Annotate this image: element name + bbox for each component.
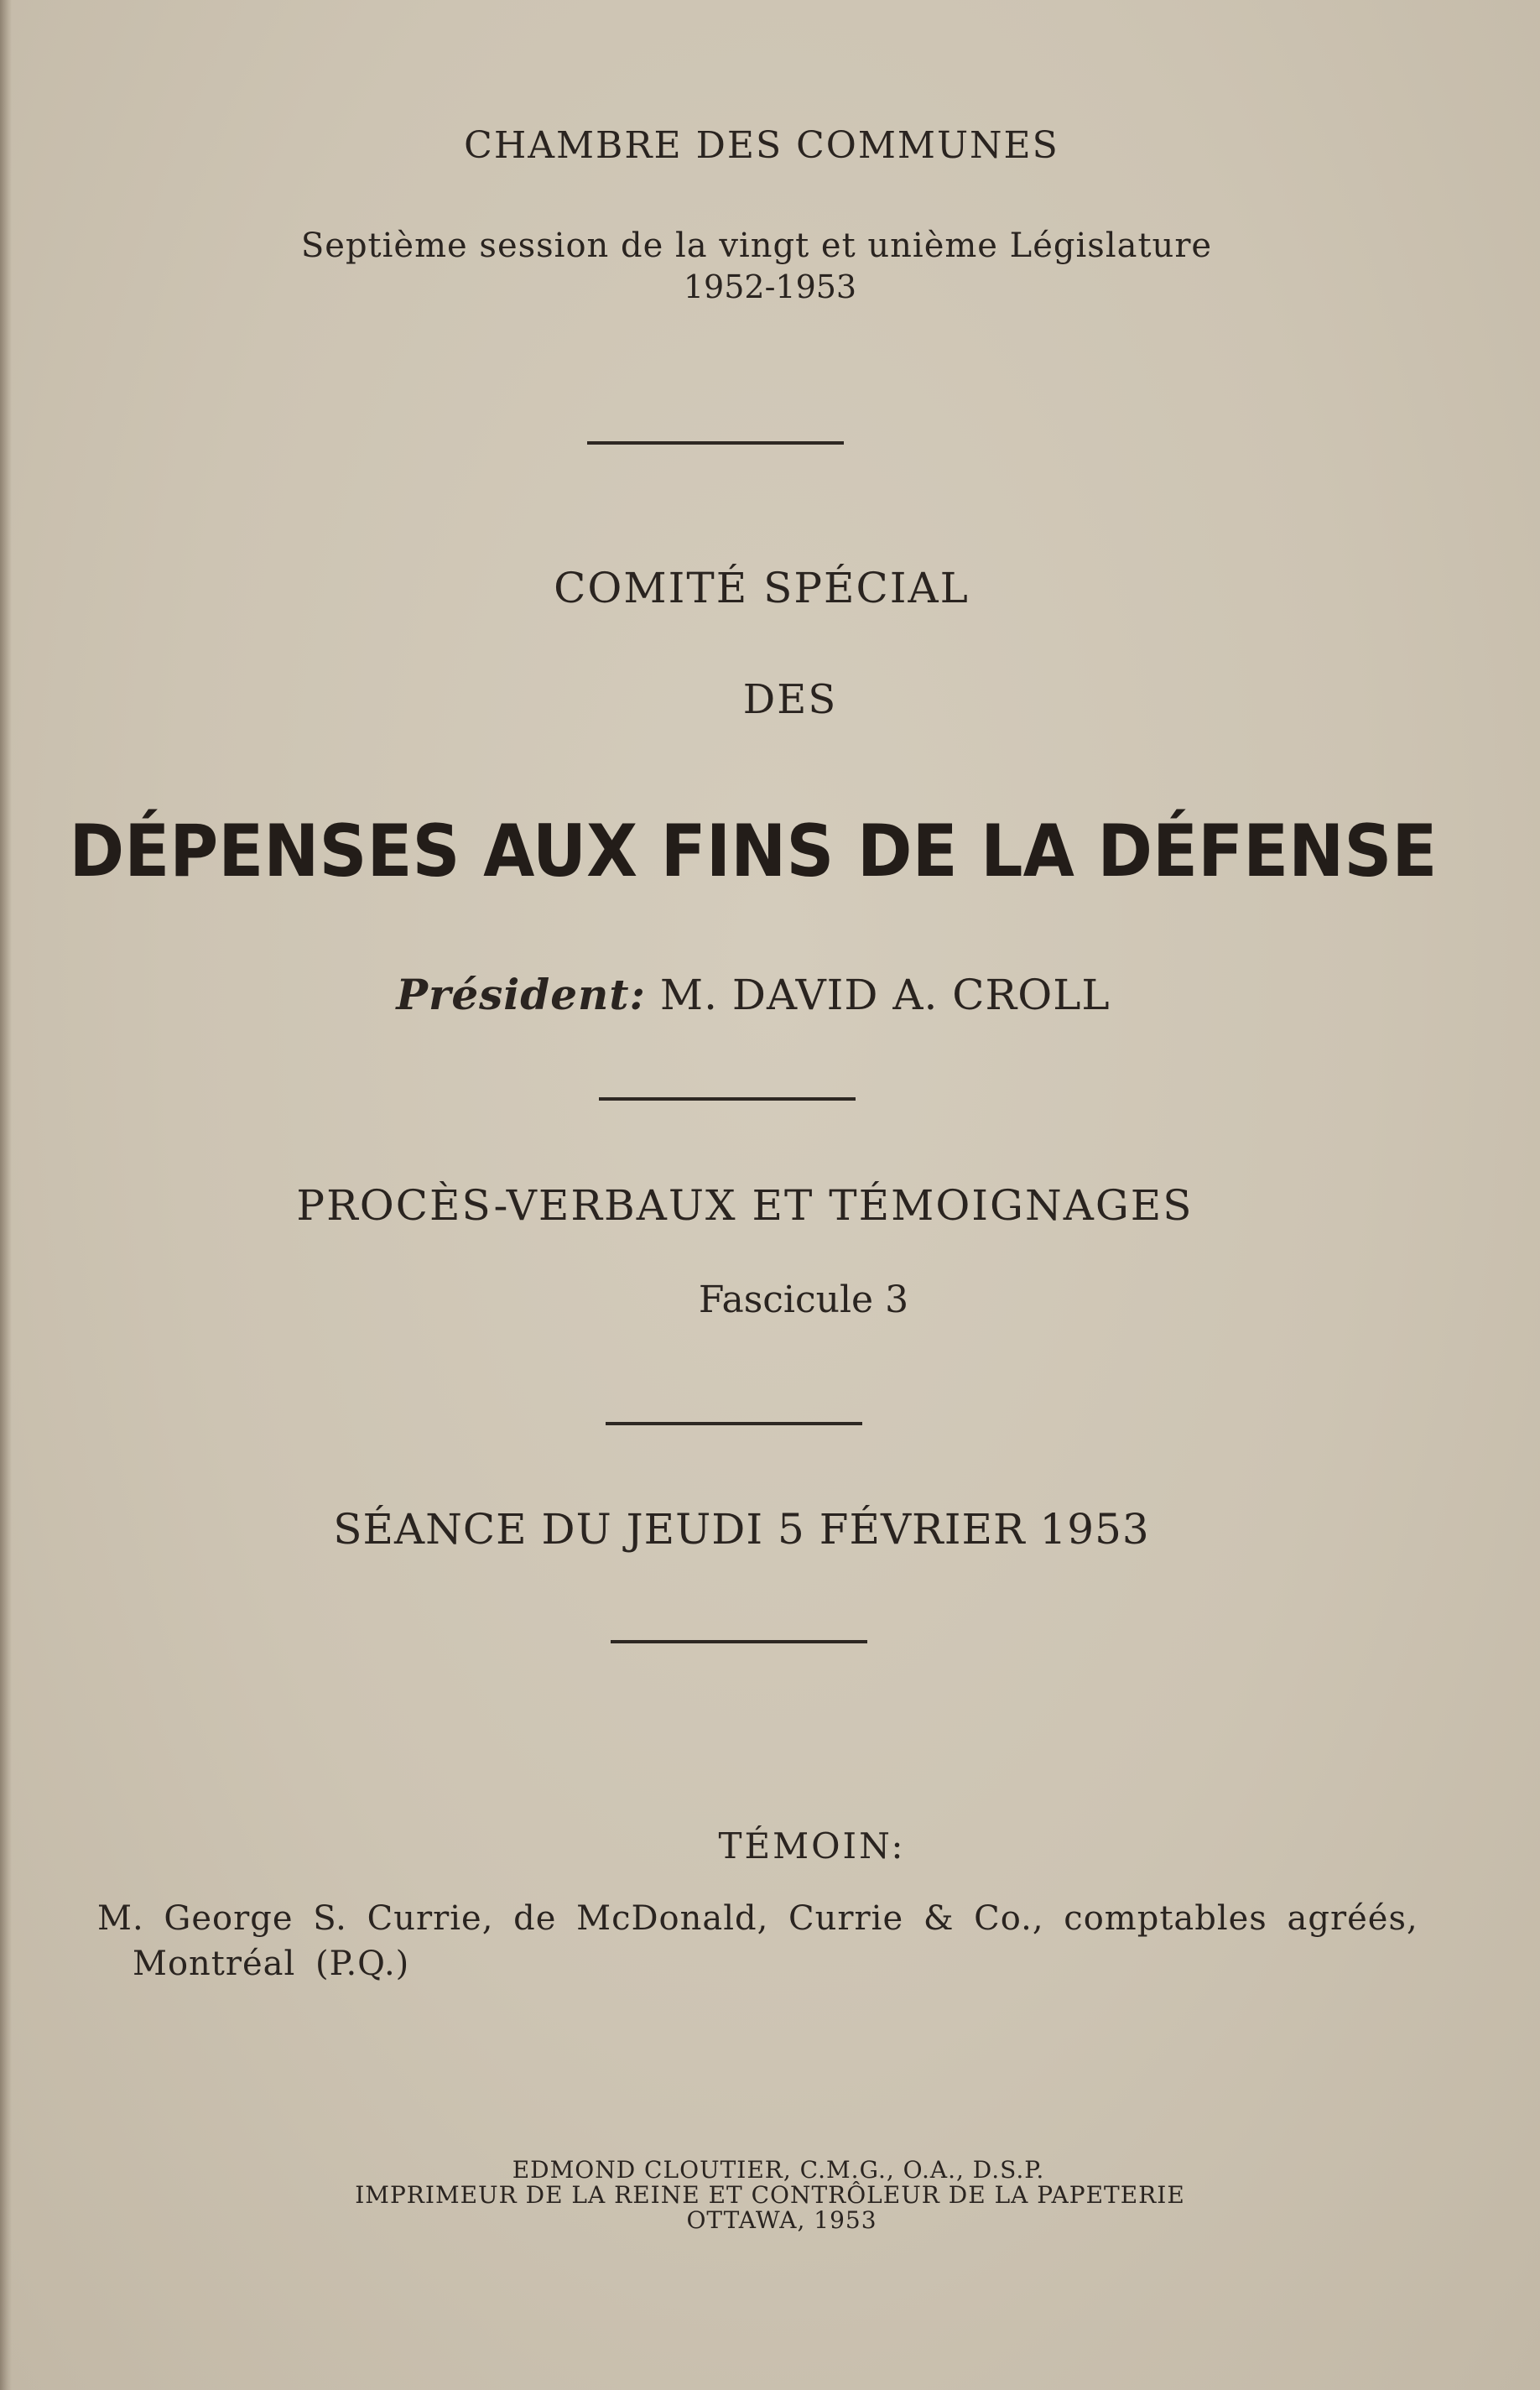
- imprint-title: IMPRIMEUR DE LA REINE ET CONTRÔLEUR DE LA PAPETERIE: [355, 2181, 1185, 2209]
- session-line: Septième session de la vingt et unième Législature: [300, 227, 1213, 265]
- sitting-date: SÉANCE DU JEUDI 5 FÉVRIER 1953: [333, 1505, 1150, 1554]
- divider-rule: [587, 441, 844, 445]
- imprint-place-year: OTTAWA, 1953: [686, 2206, 877, 2234]
- proceedings-title: PROCÈS-VERBAUX ET TÉMOIGNAGES: [296, 1181, 1194, 1230]
- committee-heading-line1: COMITÉ SPÉCIAL: [554, 564, 970, 612]
- committee-heading-line2: DES: [742, 676, 838, 723]
- witness-name-line: M. George S. Currie, de McDonald, Currie & Co., comptables agréés,: [97, 1899, 1418, 1938]
- committee-title: DÉPENSES AUX FINS DE LA DÉFENSE: [69, 810, 1438, 893]
- chair-line: [0, 970, 1523, 1019]
- imprint-printer: EDMOND CLOUTIER, C.M.G., O.A., D.S.P.: [512, 2156, 1045, 2184]
- house-name: CHAMBRE DES COMMUNES: [464, 124, 1059, 167]
- witness-label: TÉMOIN:: [718, 1825, 906, 1867]
- divider-rule: [606, 1422, 862, 1425]
- chair-label: Président:: [396, 970, 646, 1019]
- chair-name: M. DAVID A. CROLL: [659, 971, 1111, 1019]
- witness-location-line: Montréal (P.Q.): [133, 1945, 410, 1983]
- divider-rule: [611, 1640, 867, 1643]
- fascicule-number: Fascicule 3: [698, 1278, 909, 1321]
- divider-rule: [599, 1097, 856, 1101]
- session-years: 1952-1953: [683, 268, 857, 305]
